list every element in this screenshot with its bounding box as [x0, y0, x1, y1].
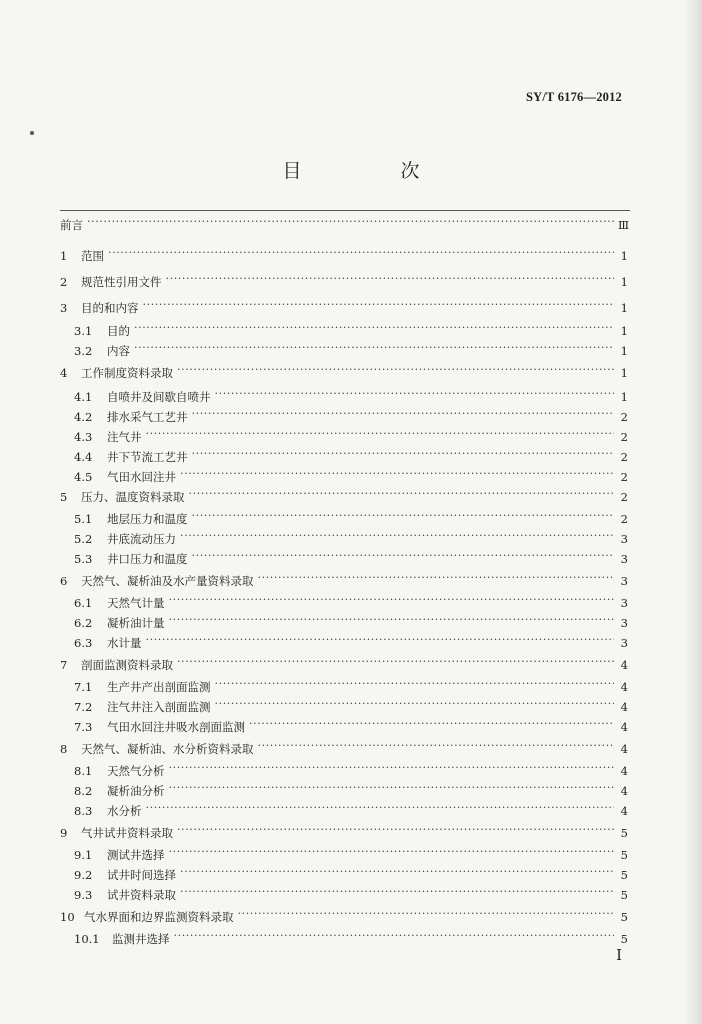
toc-entry[interactable] — [60, 865, 628, 882]
toc-entry[interactable] — [60, 655, 628, 672]
toc-entry-page: 3 — [620, 596, 628, 610]
dot-leader — [215, 697, 615, 711]
toc-entry-number: 5.1 — [74, 512, 93, 526]
toc-entry-page: 2 — [620, 450, 628, 464]
toc-entry-page: 1 — [620, 301, 628, 315]
toc-entry-label: 气田水回注井吸水剖面监测 — [107, 720, 245, 734]
standard-code: SY/T 6176—2012 — [526, 90, 622, 104]
toc-entry-label: 测试井选择 — [107, 848, 165, 862]
title-divider — [60, 210, 630, 211]
toc-entry-number: 7.3 — [74, 720, 93, 734]
dot-leader — [215, 387, 615, 401]
toc-entry-page: 3 — [620, 574, 628, 588]
toc-entry-number: 9.3 — [74, 888, 93, 902]
toc-entry-label: 压力、温度资料录取 — [81, 490, 185, 504]
dot-leader — [180, 467, 614, 481]
toc-entry[interactable] — [60, 801, 628, 818]
toc-entry-label: 排水采气工艺井 — [107, 410, 188, 424]
toc-entry[interactable] — [60, 509, 628, 526]
dot-leader — [169, 593, 615, 607]
toc-entry-label: 剖面监测资料录取 — [81, 658, 173, 672]
dot-leader — [192, 447, 615, 461]
toc-entry[interactable] — [60, 739, 628, 756]
toc-entry-label: 自喷井及间歇自喷井 — [107, 390, 211, 404]
toc-entry[interactable] — [60, 272, 628, 289]
toc-entry[interactable] — [60, 761, 628, 778]
toc-entry-page: 4 — [620, 764, 628, 778]
dot-leader — [177, 363, 614, 377]
toc-entry-label: 水分析 — [107, 804, 142, 818]
toc-entry-page: 2 — [620, 512, 628, 526]
toc-entry-label: 试井资料录取 — [107, 888, 176, 902]
toc-entry-page: 1 — [620, 249, 628, 263]
toc-entry-page: 5 — [620, 848, 628, 862]
dot-leader — [108, 246, 614, 260]
dot-leader — [258, 571, 615, 585]
toc-entry-number: 7 — [60, 658, 68, 672]
toc-entry-number: 6.1 — [74, 596, 93, 610]
toc-entry-page: 2 — [620, 430, 628, 444]
dot-leader — [189, 487, 615, 501]
toc-entry-number: 9.2 — [74, 868, 93, 882]
toc-entry[interactable] — [60, 387, 628, 404]
toc-entry-label: 目的和内容 — [81, 301, 139, 315]
toc-entry[interactable] — [60, 907, 628, 924]
toc-entry-page: 3 — [620, 636, 628, 650]
toc-entry-number: 5 — [60, 490, 68, 504]
toc-entry-number: 8 — [60, 742, 68, 756]
toc-entry-page: 2 — [620, 470, 628, 484]
dot-leader — [258, 739, 615, 753]
toc-entry-number: 7.2 — [74, 700, 93, 714]
toc-entry[interactable] — [60, 885, 628, 902]
toc-entry-label: 井底流动压力 — [107, 532, 176, 546]
dot-leader — [192, 549, 615, 563]
toc-entry-page: 1 — [620, 366, 628, 380]
toc-entry-label: 注气井注入剖面监测 — [107, 700, 211, 714]
toc-entry[interactable] — [60, 697, 628, 714]
dot-leader — [134, 341, 614, 355]
dot-leader — [180, 865, 614, 879]
toc-entry-label: 试井时间选择 — [107, 868, 176, 882]
dot-leader — [249, 717, 614, 731]
toc-entry-number: 9.1 — [74, 848, 93, 862]
toc-entry-number: 2 — [60, 275, 68, 289]
toc-entry[interactable] — [60, 321, 628, 338]
toc-entry[interactable] — [60, 246, 628, 263]
toc-entry-page: 1 — [620, 390, 628, 404]
toc-entry-number: 3 — [60, 301, 68, 315]
toc-entry-number: 7.1 — [74, 680, 93, 694]
toc-entry-label: 凝析油计量 — [107, 616, 165, 630]
toc-entry-number: 4.5 — [74, 470, 93, 484]
toc-entry[interactable] — [60, 781, 628, 798]
toc-entry-number: 8.1 — [74, 764, 93, 778]
toc-entry-page: 5 — [620, 826, 628, 840]
toc-entry-page: 2 — [620, 410, 628, 424]
dot-leader — [87, 215, 614, 229]
dot-leader — [238, 907, 615, 921]
toc-entry[interactable] — [60, 487, 628, 504]
toc-entry[interactable] — [60, 447, 628, 464]
toc-entry-page: 4 — [620, 742, 628, 756]
dot-leader — [215, 677, 615, 691]
toc-entry[interactable] — [60, 549, 628, 566]
toc-entry-page: 4 — [620, 804, 628, 818]
dot-leader — [180, 885, 614, 899]
toc-entry-number: 4 — [60, 366, 68, 380]
toc-entry[interactable] — [60, 341, 628, 358]
toc-entry-label: 内容 — [107, 344, 130, 358]
toc-entry-page: 5 — [620, 910, 628, 924]
toc-entry-page: 5 — [620, 888, 628, 902]
toc-entry-label: 天然气、凝析油及水产量资料录取 — [81, 574, 254, 588]
toc-entry[interactable] — [60, 717, 628, 734]
scan-speck — [30, 131, 34, 135]
toc-entry-label: 目的 — [107, 324, 130, 338]
toc-entry-number: 3.1 — [74, 324, 93, 338]
toc-entry-page: 1 — [620, 344, 628, 358]
toc-entry[interactable] — [60, 677, 628, 694]
toc-entry-number: 6.2 — [74, 616, 93, 630]
toc-entry-page: 4 — [620, 658, 628, 672]
toc-entry-label: 凝析油分析 — [107, 784, 165, 798]
dot-leader — [180, 529, 614, 543]
toc-entry[interactable] — [60, 215, 628, 232]
dot-leader — [169, 761, 615, 775]
dot-leader — [146, 801, 615, 815]
toc-entry[interactable] — [60, 298, 628, 315]
toc-entry-label: 工作制度资料录取 — [81, 366, 173, 380]
dot-leader — [192, 509, 615, 523]
dot-leader — [169, 845, 615, 859]
toc-entry-number: 8.3 — [74, 804, 93, 818]
toc-entry-label: 气井试井资料录取 — [81, 826, 173, 840]
toc-entry-label: 地层压力和温度 — [107, 512, 188, 526]
toc-entry[interactable] — [60, 467, 628, 484]
toc-entry-label: 生产井产出剖面监测 — [107, 680, 211, 694]
toc-entry[interactable] — [60, 593, 628, 610]
toc-entry-label: 前言 — [60, 218, 83, 232]
dot-leader — [169, 781, 615, 795]
dot-leader — [177, 823, 614, 837]
toc-entry[interactable] — [60, 633, 628, 650]
dot-leader — [169, 613, 615, 627]
toc-entry[interactable] — [60, 407, 628, 424]
dot-leader — [143, 298, 615, 312]
dot-leader — [177, 655, 614, 669]
toc-entry-page: 5 — [620, 932, 628, 946]
toc-entry[interactable] — [60, 427, 628, 444]
toc-entry-label: 注气井 — [107, 430, 142, 444]
toc-entry[interactable] — [60, 529, 628, 546]
toc-entry-label: 天然气分析 — [107, 764, 165, 778]
toc-entry[interactable] — [60, 571, 628, 588]
toc-entry-label: 监测井选择 — [112, 932, 170, 946]
toc-entry-page: 1 — [620, 324, 628, 338]
toc-entry-page: 3 — [620, 616, 628, 630]
page-edge-shadow — [684, 0, 702, 1024]
toc-entry-label: 井下节流工艺井 — [107, 450, 188, 464]
toc-entry-label: 天然气计量 — [107, 596, 165, 610]
toc-entry-number: 6.3 — [74, 636, 93, 650]
toc-entry-page: 4 — [620, 680, 628, 694]
toc-entry-label: 水计量 — [107, 636, 142, 650]
toc-entry-label: 气田水回注井 — [107, 470, 176, 484]
dot-leader — [146, 633, 615, 647]
dot-leader — [192, 407, 615, 421]
toc-entry-label: 天然气、凝析油、水分析资料录取 — [81, 742, 254, 756]
toc-entry-page: 4 — [620, 784, 628, 798]
toc-entry-page: 3 — [620, 532, 628, 546]
toc-entry-number: 4.3 — [74, 430, 93, 444]
toc-entry[interactable] — [60, 929, 628, 946]
toc-entry[interactable] — [60, 363, 628, 380]
toc-entry-number: 4.2 — [74, 410, 93, 424]
toc-entry[interactable] — [60, 845, 628, 862]
dot-leader — [174, 929, 615, 943]
dot-leader — [166, 272, 615, 286]
toc-entry-number: 5.3 — [74, 552, 93, 566]
toc-entry-number: 4.1 — [74, 390, 93, 404]
page-title: 目 次 — [282, 160, 460, 182]
toc-entry-number: 8.2 — [74, 784, 93, 798]
toc-entry[interactable] — [60, 613, 628, 630]
toc-entry-number: 6 — [60, 574, 68, 588]
toc-entry-page: 5 — [620, 868, 628, 882]
toc-entry-label: 规范性引用文件 — [81, 275, 162, 289]
toc-entry-page: 2 — [620, 490, 628, 504]
toc-entry-page: 4 — [620, 700, 628, 714]
toc-entry-label: 井口压力和温度 — [107, 552, 188, 566]
toc-entry-number: 10 — [60, 910, 75, 924]
toc-entry[interactable] — [60, 823, 628, 840]
page-number: Ⅰ — [616, 946, 622, 964]
toc-entry-page: 1 — [620, 275, 628, 289]
toc-entry-number: 4.4 — [74, 450, 93, 464]
toc-entry-number: 10.1 — [74, 932, 100, 946]
toc-entry-page: 4 — [620, 720, 628, 734]
toc-entry-number: 3.2 — [74, 344, 93, 358]
toc-entry-label: 范围 — [81, 249, 104, 263]
toc-entry-number: 5.2 — [74, 532, 93, 546]
dot-leader — [146, 427, 615, 441]
toc-entry-number: 1 — [60, 249, 68, 263]
toc-entry-number: 9 — [60, 826, 68, 840]
toc-entry-page: Ⅲ — [618, 218, 630, 232]
toc-entry-label: 气水界面和边界监测资料录取 — [84, 910, 234, 924]
dot-leader — [134, 321, 614, 335]
toc-entry-page: 3 — [620, 552, 628, 566]
